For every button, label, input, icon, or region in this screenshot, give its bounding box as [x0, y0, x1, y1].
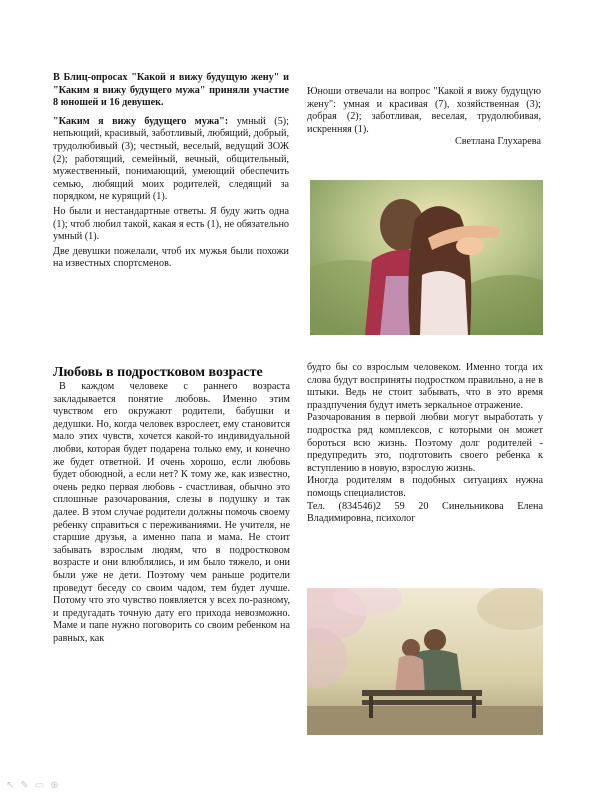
- husband-answers: [53, 116, 289, 204]
- page-toolbar: [6, 780, 59, 791]
- athletes-wish: Две девушки пожелали, чтоб их мужья были похожи на известных спортсменов.: [53, 245, 289, 270]
- survey-right-column: [307, 86, 541, 155]
- zoom-icon[interactable]: ⊕: [50, 780, 59, 791]
- pen-icon[interactable]: ✎: [20, 780, 29, 791]
- arrow-left-icon[interactable]: ↖: [6, 780, 15, 791]
- article-heading: Любовь в подростковом возрасте: [53, 365, 263, 380]
- article-right-column: [307, 362, 543, 526]
- husband-question: "Каким я вижу будущего мужа":: [53, 115, 229, 127]
- couple-on-bench-photo: [307, 588, 543, 735]
- psychologist-contact: Тел. (834546)2 59 20 Синельникова Елена Владимировна, психолог: [307, 500, 543, 525]
- article-paragraph: Иногда родителям в подобных ситуациях нужна помощь специалистов.: [307, 475, 543, 499]
- husband-list: умный (5); непьющий, красивый, заботливый, любящий, добрый, трудолюбивый (3); честный, веселый, ведущий ЗОЖ (2); работящий, семейный, вечный, общительный, мужественный, понимающий, умеющий обеспечить семью, любящий моих родителей, следящий за порядком, не курящий (1).: [53, 115, 290, 203]
- article-paragraph: Разочарования в первой любви могут выработать у подростка ряд комплексов, с которыми он может бороться всю жизнь. Поэтому долг родителей - предупредить это, подготовить своего ребенка к вступлению в новую, взрослую жизнь.: [307, 412, 543, 474]
- wife-answers: Юноши отвечали на вопрос "Какой я вижу будущую жену": умная и красивая (7), хозяйственная (3); добрая (2); заботливая, веселая, трудолюбивая, искренняя (1).: [307, 86, 541, 135]
- survey-intro: В Блиц-опросах "Какой я вижу будущую жену" и "Каким я вижу будущего мужа" приняли участие 8 юношей и 16 девушек.: [53, 72, 289, 109]
- article-paragraph: В каждом человеке с раннего возраста закладывается понятие любовь. Именно этим чувством его окружают родители, бабушки и дедушки. Но, когда человек взрослеет, ему становится мало этих чувств, хочется какой-то индивидуальной любви, которая будет подарена только ему, и конечно же будет ответной. И очень хорошо, если любовь будет обоюдной, а если нет? К тому же, как известно, очень редко первая любовь - счастливая, обычно это сплошные разочарования, слезы в подушку и так далее. В этом случае родители должны помочь своему ребенку справиться с переживаниями. Не учителя, не старшие друзья, а именно папа и мама. Не стоит забывать взрослым людям, что в подростковом возрасте и они влюблялись, и им было тяжело, и они были уже не дети. Поэтому чем раньше родители проведут беседу со своим чадом, тем будет лучше. Потому что это чувство появляется у всех по-разному, и предугадать точную дату его прихода невозможно. Маме и папе нужно поговорить со своим ребенком на равных, как: [53, 381, 290, 644]
- page-icon[interactable]: ▭: [34, 780, 45, 791]
- hugging-couple-image: [310, 180, 543, 335]
- nonstandard-answers: Но были и нестандартные ответы. Я буду жить одна (1); чтоб любил такой, какая я есть (1), не обязательно умный (1).: [53, 205, 289, 243]
- article-paragraph: будто бы со взрослым человеком. Именно тогда их слова будут восприняты подростком правильно, а не в штыки. Ведь не стоит забывать, что в это время праздпучения будут иметь зеркальное отражение.: [307, 362, 543, 411]
- article-left-column: [53, 381, 290, 651]
- couple-on-bench-image: [307, 588, 543, 735]
- survey-left-column: [53, 72, 289, 277]
- survey-author: Светлана Глухарева: [455, 136, 541, 148]
- hugging-couple-photo: [310, 180, 543, 335]
